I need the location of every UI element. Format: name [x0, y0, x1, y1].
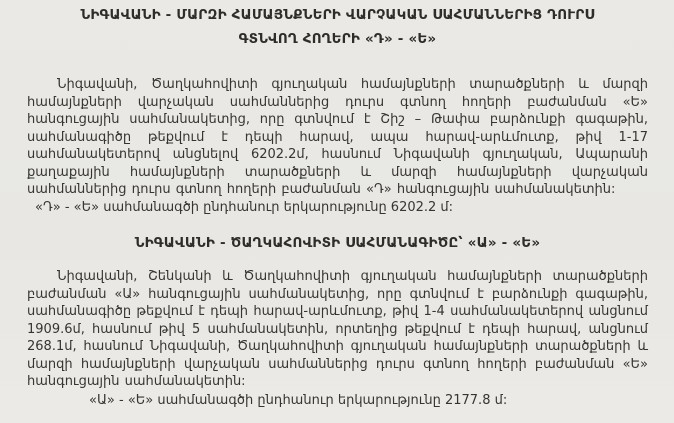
boundary-description-paragraph-2: Նիգավանի, Շենկանի և Ծաղկահովիտի գյուղական համայնքների տարածքների բաժանման «Ա» հանգուցային սահմանակետից, որը գտնվում է բարձունքի գագաթին, սահմանագիծը թեքվում է դեպի հարավ-արևմուտք, թիվ 1-4 սահմանակետերով անցնում 1909.6մ, հասնում թիվ 5 սահմանակետին, որտեղից թեքվում է դեպի հարավ, անցնում 268.1մ, հասնում Նիգավանի, Ծաղկահովիտի գյուղական համայնքների տարածքների և մարզի համայնքների վարչական սահմաններից դուրս գտնող հողերի բաժանման «Ե» հանգուցային սահմանակետին:: [27, 269, 648, 390]
document-title-line2: ԳՏՆՎՈՂ ՀՈՂԵՐԻ «Դ» - «Ե»: [238, 30, 437, 47]
boundary-description-paragraph-1: Նիգավանի, Ծաղկահովիտի գյուղական համայնքների տարածքների և մարզի համայնքների վարչական սահմաններից դուրս գտնող հողերի բաժանման «Ե» հանգուցային սահմանակետից, որը գտնվում է Շիշ – Թափա բարձունքի գագաթին, սահմանագիծը թեքվում է դեպի հարավ, ապա հարավ-արևմուտք, թիվ 1-17 սահմանակետերով անցնելով 6202.2մ, հասնում Նիգավանի գյուղական, Ապարանի քաղաքային համայնքների տարածքների և մարզի համայնքների վարչական սահմաններից դուրս գտնող հողերի բաժանման «Դ» հանգուցային սահմանակետին:: [27, 77, 648, 198]
boundary-length-statement-2: «Ա» - «Ե» սահմանագծի ընդհանուր երկարությունը 2177.8 մ:: [89, 392, 508, 408]
document-title-line1: ՆԻԳԱՎԱՆԻ - ՄԱՐԶԻ ՀԱՄԱՅՆՔՆԵՐԻ ՎԱՐՉԱԿԱՆ ՍԱՀՄԱՆՆԵՐԻՑ ԴՈՒՐՍ: [80, 7, 595, 23]
boundary-length-statement-1: «Դ» - «Ե» սահմանագծի ընդհանուր երկարությունը 6202.2 մ:: [35, 199, 454, 215]
document-title: [27, 5, 648, 50]
section-2-title: ՆԻԳԱՎԱՆԻ - ԾԱՂԿԱՀՈՎԻՏԻ ՍԱՀՄԱՆԱԳԻԾԸ՝ «Ա» - «Ե»: [134, 235, 541, 252]
